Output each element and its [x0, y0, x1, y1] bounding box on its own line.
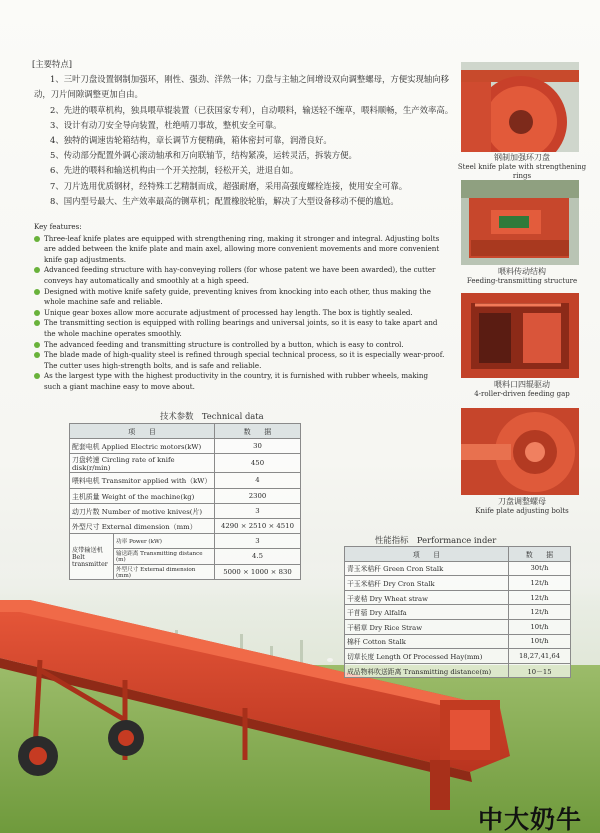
row-label: 青玉米秸秆 Green Cron Stalk	[345, 561, 509, 576]
feature-en-item	[34, 287, 446, 308]
table-row	[70, 439, 301, 454]
caption-en: 4-roller-driven feeding gap	[474, 390, 570, 398]
caption-feeding-transmission	[452, 267, 592, 286]
table-row	[345, 605, 571, 620]
feature-en-text: Advanced feeding structure with hay-conveying rollers (for whose patent we have been awarded), the cutter conveys hay automatically and smoothly at a high speed.	[44, 265, 436, 285]
knife-plate-photo	[461, 62, 579, 152]
brand-watermark: 中大奶牛	[478, 805, 583, 833]
caption-zh: 喂料传动结构	[498, 267, 546, 276]
table-row	[70, 518, 301, 533]
row-label: 干稻草 Dry Rice Straw	[345, 619, 509, 634]
row-value: 3	[215, 503, 301, 518]
feature-en-text: As the largest type with the highest productivity in the country, it is furnished with rubber wheels, making such a giant machine easy to move about.	[44, 371, 429, 391]
feature-en-item	[34, 234, 446, 266]
features-zh	[34, 57, 454, 209]
row-label: 主机质量 Weight of the machine(kg)	[70, 488, 215, 503]
row-label: 干麦秸 Dry Wheat straw	[345, 590, 509, 605]
row-label: 输送距离 Transmitting distance (m)	[114, 549, 215, 564]
row-label: 干苜蓿 Dry Alfalfa	[345, 605, 509, 620]
feature-zh-item: 7、刀片选用优质钢材，经特殊工艺精制而成，超强耐磨，采用高强度螺栓连接，使用安全可靠。	[50, 180, 408, 191]
row-label: 喂料电机 Transmitor applied with（kW）	[70, 473, 215, 488]
bullet-icon	[34, 320, 40, 326]
caption-zh: 刀盘调整螺母	[498, 497, 546, 506]
table-row	[345, 634, 571, 649]
row-label: 棉秆 Cotton Stalk	[345, 634, 509, 649]
row-label: 刀盘转速 Circling rate of knife disk(r/min)	[70, 454, 215, 473]
caption-zh: 喂料口四辊驱动	[494, 380, 550, 389]
row-value: 10t/h	[509, 634, 571, 649]
feature-en-item	[34, 308, 446, 319]
features-zh-heading: [主要特点]	[32, 59, 73, 69]
col-header-data: 数 据	[215, 424, 301, 439]
feature-en-text: Designed with motive knife safety guide, preventing knives from knocking into each other, thus making the whole machine safe and reliable.	[44, 286, 431, 307]
feature-en-text: The transmitting section is equipped with rolling bearings and universal joints, so it is easy to take apart and the whole machine operates smoothly.	[44, 318, 438, 338]
col-header-item: 项 目	[345, 547, 509, 562]
feature-en-text: Unique gear boxes allow more accurate adjustment of processed hay length. The box is tightly sealed.	[44, 307, 413, 317]
table-row	[70, 534, 301, 549]
row-value: 30	[215, 439, 301, 454]
table-row	[345, 590, 571, 605]
bullet-icon	[34, 267, 40, 273]
feature-zh-item: 6、先进的喂料和输送机构由一个开关控制，轻松开关，进退自如。	[50, 165, 299, 176]
row-value: 18,27,41,64	[509, 649, 571, 664]
caption-en: Feeding-transmitting structure	[466, 277, 578, 285]
tech-table	[69, 423, 301, 580]
features-en-heading: Key features:	[34, 222, 82, 231]
bullet-icon	[34, 373, 40, 379]
feature-en-text: The advanced feeding and transmitting structure is controlled by a button, which is easy to control.	[44, 339, 404, 349]
feature-en-item	[34, 318, 446, 339]
caption-zh: 钢制加强环刀盘	[494, 153, 550, 162]
row-value: 450	[215, 454, 301, 473]
row-label: 外型尺寸 External dimension (mm)	[114, 564, 215, 579]
row-value: 4	[215, 473, 301, 488]
row-value: 12t/h	[509, 605, 571, 620]
feature-zh-item: 5、传动部分配置外调心滚动轴承和万向联轴节，结构紧凑，运转灵活，拆装方便。	[50, 150, 357, 161]
table-row	[345, 576, 571, 591]
row-value: 10t/h	[509, 619, 571, 634]
row-label: 外型尺寸 External dimension（mm）	[70, 518, 215, 533]
row-label: 切草长度 Length Of Processed Hay(mm)	[345, 649, 509, 664]
row-label: 配套电机 Applied Electric motors(kW)	[70, 439, 215, 454]
row-value: 4290 × 2510 × 4510	[215, 518, 301, 533]
caption-adjusting-bolts	[452, 497, 592, 516]
caption-knife-plate	[452, 153, 592, 181]
feature-zh-item: 4、独特的调速齿轮箱结构，章长调节方便精确，箱体密封可靠，润滑良好。	[50, 135, 332, 146]
bullet-icon	[34, 236, 40, 242]
table-row	[345, 649, 571, 664]
caption-en: Knife plate adjusting bolts	[475, 507, 569, 515]
row-value: 2300	[215, 488, 301, 503]
bullet-icon	[34, 289, 40, 295]
caption-en: Steel knife plate with strengthening rings	[457, 163, 587, 180]
table-header-row	[345, 547, 571, 562]
table-row	[345, 619, 571, 634]
feature-zh-item: 1、三叶刀盘设置钢制加强环，刚性、强劲、洋然一体；刀盘与主轴之间增设双向调整螺母，方便实现轴向移动，刀片间隙调整更加自由。	[34, 74, 449, 100]
table-row	[70, 454, 301, 473]
feature-en-text: The blade made of high-quality steel is refined through special technical process, so it is especially wear-proof. The cutter uses high-strength bolts, and is safe and reliable.	[44, 350, 445, 370]
row-label: 功率 Power (kW)	[114, 534, 215, 549]
feature-zh-item: 3、设计有动刀安全导向装置，杜绝啃刀事故，整机安全可靠。	[50, 119, 282, 130]
feature-zh-item: 8、国内型号最大、生产效率最高的铡草机；配置橡胶轮胎，解决了大型设备移动不便的尴尬。	[50, 195, 399, 206]
row-value: 30t/h	[509, 561, 571, 576]
row-label: 成品物料吹送距离 Transmitting distance(m)	[345, 663, 509, 678]
tech-table-title: 技术参数 Technical data	[160, 411, 264, 421]
adjusting-bolts-photo	[461, 408, 579, 495]
table-row	[345, 663, 571, 678]
bullet-icon	[34, 352, 40, 358]
caption-feeding-gap	[452, 380, 592, 399]
features-en	[34, 222, 446, 393]
bullet-icon	[34, 342, 40, 348]
feeding-transmission-photo	[461, 180, 579, 265]
feeding-gap-photo	[461, 293, 579, 378]
feature-en-item	[34, 265, 446, 286]
feature-en-text: Three-leaf knife plates are equipped with strengthening ring, making it stronger and integral. Adjusting bolts are added between the knife plate and main axel, allowing more convenient movements and more convenient knife gap adjustments.	[44, 233, 440, 264]
feature-en-item	[34, 371, 446, 392]
table-row	[345, 561, 571, 576]
row-value: 12t/h	[509, 576, 571, 591]
table-row	[70, 488, 301, 503]
row-label: 动刀片数 Number of motive knives(片)	[70, 503, 215, 518]
table-row	[70, 473, 301, 488]
feature-en-item	[34, 350, 446, 371]
row-value: 3	[215, 534, 301, 549]
row-value: 5000 × 1000 × 830	[215, 564, 301, 579]
col-header-item: 项 目	[70, 424, 215, 439]
table-row	[70, 503, 301, 518]
perf-table-title: 性能指标 Performance inder	[375, 535, 497, 545]
table-header-row	[70, 424, 301, 439]
col-header-data: 数 据	[509, 547, 571, 562]
perf-table	[344, 546, 571, 678]
row-label: 干玉米秸秆 Dry Cron Stalk	[345, 576, 509, 591]
bullet-icon	[34, 310, 40, 316]
feature-en-item	[34, 340, 446, 351]
row-value: 10－15	[509, 663, 571, 678]
belt-transmitter-label: 皮带输送机 Belt transmitter	[70, 534, 114, 580]
row-value: 12t/h	[509, 590, 571, 605]
row-value: 4.5	[215, 549, 301, 564]
feature-zh-item: 2、先进的喂草机构，独具喂草辊装置（已获国家专利），自动喂料，输送轻不缠草，喂料顺畅，生产效率高。	[50, 104, 454, 115]
